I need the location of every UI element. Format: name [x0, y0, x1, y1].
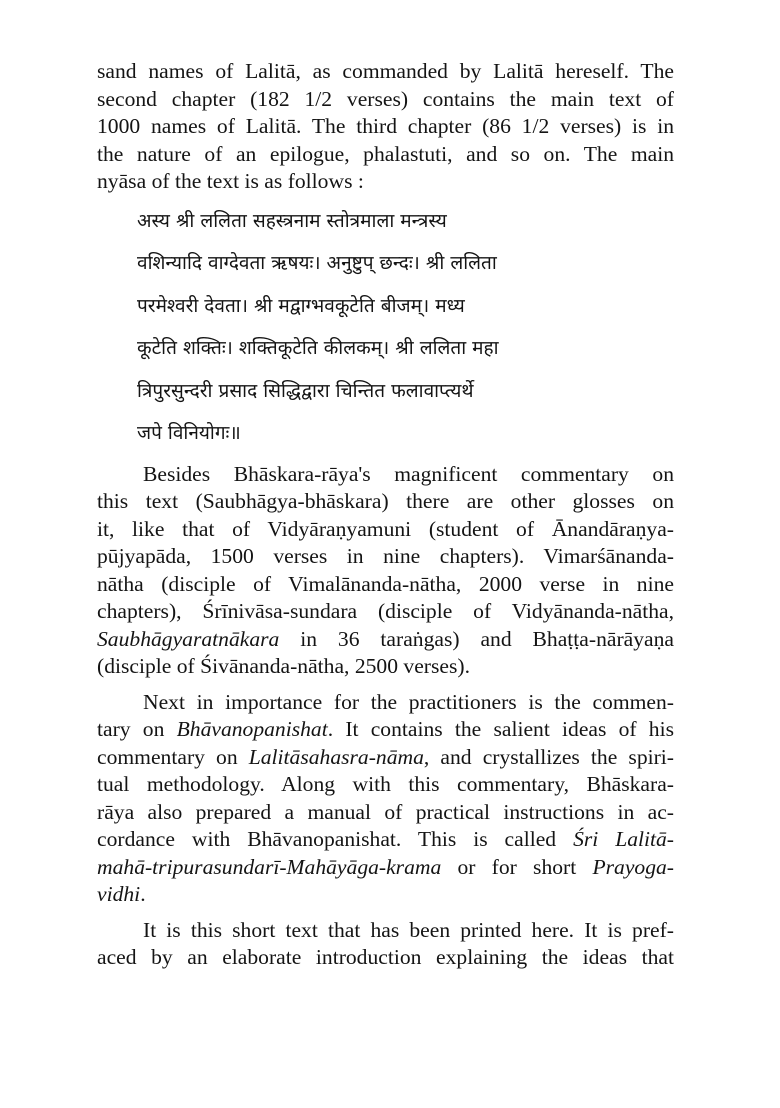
text-run: or for short	[441, 854, 593, 879]
text-run: . It contains the salient ideas of his	[327, 717, 674, 741]
text-line	[97, 881, 674, 909]
text-line	[97, 854, 674, 882]
text-line: rāya also prepared a manual of practical instructions in ac-	[97, 799, 674, 824]
text-line: nyāsa of the text is as follows :	[97, 169, 364, 193]
text-line: nātha (disciple of Vimalānanda-nātha, 2000 verse in nine	[97, 571, 674, 596]
sanskrit-line: जपे विनियोगः॥	[137, 422, 241, 444]
text-line	[97, 744, 674, 772]
text-run: in 36 taraṅgas) and Bhaṭṭa-nārāyaṇa	[279, 626, 674, 651]
paragraph-bhavanopanishat	[97, 689, 674, 909]
text-line: (disciple of Śivānanda-nātha, 2500 verses).	[97, 654, 470, 678]
text-line	[97, 826, 674, 854]
book-page	[97, 58, 674, 972]
sanskrit-line: परमेश्वरी देवता। श्री मद्वाग्भवकूटेति बीजम्। मध्य	[137, 294, 465, 317]
text-line: Besides Bhāskara-rāya's magnificent commentary on	[143, 461, 674, 486]
text-line: second chapter (182 1/2 verses) contains the main text of	[97, 86, 674, 111]
text-run: cordance with Bhāvanopanishat. This is called	[97, 827, 574, 851]
text-run: , and crystallizes the spiri-	[423, 744, 674, 769]
italic-title: Śri Lalitā-	[573, 827, 674, 851]
text-run: commentary on	[97, 744, 249, 769]
sanskrit-line: अस्य श्री ललिता सहस्त्रनाम स्तोत्रमाला मन्त्रस्य	[137, 209, 447, 232]
italic-title: vidhi	[97, 882, 141, 906]
text-line: sand names of Lalitā, as commanded by Lalitā hereself. The	[97, 59, 674, 83]
italic-title: Saubhāgyaratnākara	[97, 626, 280, 651]
paragraph-printed-text	[97, 917, 674, 972]
text-line	[97, 626, 674, 654]
text-run: tary on	[97, 717, 177, 741]
sanskrit-line: त्रिपुरसुन्दरी प्रसाद सिद्धिद्वारा चिन्तित फलावाप्त्यर्थे	[137, 379, 474, 402]
italic-title: Bhāvanopanishat	[176, 717, 328, 741]
text-line	[97, 716, 674, 744]
sanskrit-nyasa-block	[137, 200, 674, 455]
italic-title: Prayoga-	[592, 854, 674, 879]
sanskrit-line: कूटेति शक्तिः। शक्तिकूटेति कीलकम्। श्री ललिता महा	[137, 337, 499, 359]
sanskrit-line: वशिन्यादि वाग्देवता ऋषयः। अनुष्टुप् छन्दः। श्री ललिता	[137, 252, 497, 274]
text-line: aced by an elaborate introduction explaining the ideas that	[97, 945, 674, 969]
text-line: the nature of an epilogue, phalastuti, and so on. The main	[97, 141, 674, 166]
paragraph-commentaries	[97, 461, 674, 681]
text-line: It is this short text that has been printed here. It is pref-	[143, 917, 674, 942]
text-line: chapters), Śrīnivāsa-sundara (disciple of Vidyānanda-nātha,	[97, 599, 674, 623]
text-run: .	[140, 882, 146, 906]
italic-title: Lalitāsahasra-nāma	[248, 744, 424, 769]
text-line: it, like that of Vidyāraṇyamuni (student of Ānandāraṇya-	[97, 516, 674, 541]
text-line: this text (Saubhāgya-bhāskara) there are other glosses on	[97, 489, 674, 513]
italic-title: mahā-tripurasundarī-Mahāyāga-krama	[97, 854, 442, 879]
text-line: pūjyapāda, 1500 verses in nine chapters). Vimarśānanda-	[97, 544, 674, 568]
paragraph-chapters	[97, 58, 674, 196]
text-line: 1000 names of Lalitā. The third chapter (86 1/2 verses) is in	[97, 114, 674, 138]
text-line: Next in importance for the practitioners is the commen-	[143, 689, 674, 714]
text-line: tual methodology. Along with this commentary, Bhāskara-	[97, 772, 674, 796]
